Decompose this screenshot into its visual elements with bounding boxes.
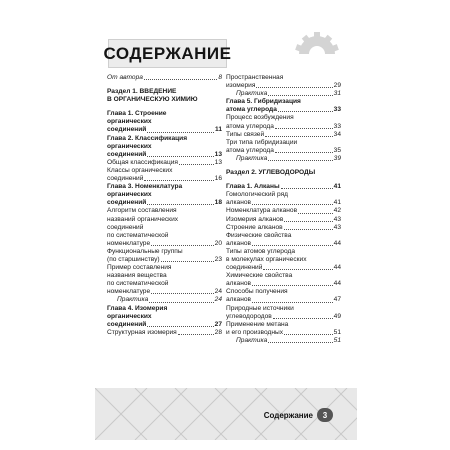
toc-entry[interactable] bbox=[107, 159, 222, 167]
toc-entry-title: Структурная изомерия bbox=[107, 328, 177, 336]
dot-leader bbox=[268, 342, 332, 343]
toc-entry-title: номенклатуре bbox=[107, 239, 151, 247]
toc-heading: органических bbox=[107, 142, 152, 150]
toc-heading: Раздел 1. ВВЕДЕНИЕ bbox=[107, 88, 177, 96]
toc-entry-title: Номенклатура алканов bbox=[226, 207, 298, 215]
toc-page-number: 35 bbox=[333, 146, 341, 154]
toc-line: Пространственная bbox=[226, 74, 284, 81]
dot-leader bbox=[278, 111, 333, 112]
toc-entry-title: Практика bbox=[236, 154, 268, 162]
toc-entry-title: номенклатуре bbox=[107, 288, 151, 296]
page-title-box bbox=[103, 39, 232, 68]
toc-page-number: 51 bbox=[333, 328, 341, 336]
toc-entry[interactable] bbox=[226, 131, 341, 139]
toc-entry-title: соединений bbox=[226, 264, 263, 272]
dot-leader bbox=[178, 334, 214, 335]
toc-entry-title: Практика bbox=[236, 90, 268, 98]
toc-entry-title: Строение алканов bbox=[226, 223, 283, 231]
toc-page-number: 43 bbox=[333, 215, 341, 223]
toc-page-number: 18 bbox=[214, 199, 222, 207]
toc-page-number: 41 bbox=[333, 199, 341, 207]
dot-leader bbox=[144, 79, 217, 80]
toc-entry-title: (по старшинству) bbox=[107, 255, 160, 263]
toc-page-number: 47 bbox=[333, 296, 341, 304]
toc-entry-title: атома углерода bbox=[226, 146, 274, 154]
toc-entry-title: соединений bbox=[107, 150, 147, 158]
toc-line: Три типа гибридизации bbox=[226, 138, 298, 146]
toc-entry[interactable] bbox=[226, 183, 341, 191]
toc-heading: Глава 4. Изомерия bbox=[107, 304, 168, 312]
toc-entry-title: и его производных bbox=[226, 328, 284, 336]
toc-line: Физические свойства bbox=[226, 231, 292, 239]
toc-page-number: 31 bbox=[333, 90, 341, 98]
toc-line: Гомологический ряд bbox=[226, 191, 289, 199]
dot-leader bbox=[268, 95, 332, 96]
toc-entry-title: алканов bbox=[226, 239, 252, 247]
toc-line: названий органических bbox=[107, 215, 179, 223]
footer-section-label: Содержание bbox=[263, 411, 313, 420]
toc-left-column bbox=[107, 74, 222, 337]
toc-page-number: 24 bbox=[214, 288, 222, 296]
toc-line: Процесс возбуждения bbox=[226, 114, 294, 122]
toc-page-number: 44 bbox=[333, 239, 341, 247]
toc-entry-title: Изомерия алканов bbox=[226, 215, 284, 223]
toc-entry[interactable] bbox=[226, 224, 341, 232]
toc-entry-title: изомерия bbox=[226, 82, 256, 90]
dot-leader bbox=[252, 245, 333, 246]
toc-page-number: 43 bbox=[333, 223, 341, 231]
toc-entry-title: соединений bbox=[107, 199, 147, 207]
toc-entry[interactable] bbox=[107, 256, 222, 264]
toc-line: Природные источники bbox=[226, 304, 294, 312]
toc-line: по систематической bbox=[107, 280, 169, 288]
toc-entry[interactable] bbox=[226, 123, 341, 131]
toc-heading: Глава 1. Строение bbox=[107, 110, 167, 118]
dot-leader bbox=[281, 188, 333, 189]
dot-leader bbox=[284, 334, 333, 335]
toc-page-number: 42 bbox=[333, 207, 341, 215]
toc-page-number: 28 bbox=[214, 328, 222, 336]
toc-entry[interactable] bbox=[107, 240, 222, 248]
dot-leader bbox=[144, 180, 213, 181]
toc-line: Алгоритм составления bbox=[107, 207, 177, 215]
dot-leader bbox=[252, 204, 333, 205]
toc-entry-title: атома углерода bbox=[226, 122, 274, 130]
toc-line: Функциональные группы bbox=[107, 247, 183, 255]
dot-leader bbox=[263, 269, 332, 270]
page-number-badge: 3 bbox=[317, 408, 333, 422]
toc-line: по систематической bbox=[107, 231, 169, 239]
toc-entry[interactable] bbox=[226, 82, 341, 90]
toc-entry-title: алканов bbox=[226, 199, 252, 207]
dot-leader bbox=[179, 164, 214, 165]
toc-page-number: 44 bbox=[333, 264, 341, 272]
toc-page-number: 33 bbox=[333, 122, 341, 130]
toc-page-number: 16 bbox=[214, 175, 222, 183]
dot-leader bbox=[147, 326, 213, 327]
dot-leader bbox=[147, 132, 214, 133]
dot-leader bbox=[151, 245, 214, 246]
page-title: СОДЕРЖАНИЕ bbox=[103, 43, 232, 63]
toc-entry[interactable] bbox=[107, 288, 222, 296]
toc-page-number: 29 bbox=[333, 82, 341, 90]
toc-entry-title: Глава 1. Алканы bbox=[226, 183, 280, 191]
toc-page-number: 13 bbox=[214, 150, 222, 158]
toc-entry-title: углеводородов bbox=[226, 312, 272, 320]
toc-page-number: 20 bbox=[214, 239, 222, 247]
toc-entry-title: Типы связей bbox=[226, 130, 265, 138]
toc-entry[interactable] bbox=[226, 313, 341, 321]
dot-leader bbox=[147, 204, 213, 205]
toc-page-number: 44 bbox=[333, 280, 341, 288]
toc-entry-title: соединений bbox=[107, 175, 144, 183]
toc-page-number: 34 bbox=[333, 130, 341, 138]
toc-page-number: 24 bbox=[214, 296, 222, 304]
toc-entry[interactable] bbox=[226, 296, 341, 304]
toc-entry-title: соединений bbox=[107, 320, 147, 328]
toc-entry[interactable] bbox=[226, 207, 341, 215]
toc-entry[interactable] bbox=[226, 337, 341, 345]
toc-entry[interactable] bbox=[226, 147, 341, 155]
toc-right-column bbox=[226, 74, 341, 345]
toc-entry-title: алканов bbox=[226, 296, 252, 304]
toc-line: Типы атомов углерода bbox=[226, 247, 296, 255]
dot-leader bbox=[252, 285, 333, 286]
toc-page-number: 51 bbox=[333, 336, 341, 344]
toc-entry-title: алканов bbox=[226, 280, 252, 288]
toc-heading: Глава 3. Номенклатура bbox=[107, 183, 183, 191]
toc-entry[interactable] bbox=[107, 74, 222, 82]
toc-entry[interactable] bbox=[107, 329, 222, 337]
toc-entry[interactable] bbox=[107, 151, 222, 159]
toc-line: названия вещества bbox=[107, 272, 167, 280]
toc-entry[interactable] bbox=[107, 199, 222, 207]
dot-leader bbox=[256, 87, 332, 88]
toc-heading: органических bbox=[107, 118, 152, 126]
toc-entry[interactable] bbox=[226, 264, 341, 272]
toc-line: Пример составления bbox=[107, 264, 172, 272]
toc-entry[interactable] bbox=[107, 126, 222, 134]
toc-line: в молекулах органических bbox=[226, 255, 307, 263]
dot-leader bbox=[275, 128, 333, 129]
toc-page-number: 33 bbox=[333, 106, 341, 114]
dot-leader bbox=[298, 213, 333, 214]
toc-entry-title: Практика bbox=[117, 296, 149, 304]
toc-entry[interactable] bbox=[226, 216, 341, 224]
toc-page-number: 13 bbox=[214, 158, 222, 166]
toc-line: Классы органических bbox=[107, 166, 173, 174]
toc-page-number: 39 bbox=[333, 154, 341, 162]
toc-entry[interactable] bbox=[226, 155, 341, 163]
dot-leader bbox=[252, 302, 333, 303]
dot-leader bbox=[149, 302, 213, 303]
toc-entry-title: атома углерода bbox=[226, 106, 277, 114]
book-page bbox=[95, 28, 357, 440]
dot-leader bbox=[273, 318, 333, 319]
toc-entry-title: Общая классификация bbox=[107, 158, 178, 166]
toc-heading: органических bbox=[107, 191, 152, 199]
toc-page-number: 49 bbox=[333, 312, 341, 320]
dot-leader bbox=[147, 156, 213, 157]
dot-leader bbox=[284, 221, 332, 222]
toc-entry[interactable] bbox=[226, 240, 341, 248]
dot-leader bbox=[275, 152, 333, 153]
toc-heading: В ОРГАНИЧЕСКУЮ ХИМИЮ bbox=[107, 96, 198, 104]
toc-page-number: 27 bbox=[214, 320, 222, 328]
toc-page-number: 8 bbox=[218, 74, 222, 81]
dot-leader bbox=[161, 261, 214, 262]
toc-page-number: 11 bbox=[215, 126, 222, 134]
toc-entry-title: соединений bbox=[107, 126, 147, 134]
toc-heading: органических bbox=[107, 312, 152, 320]
toc-heading: Глава 2. Классификация bbox=[107, 134, 188, 142]
toc-line: Химические свойства bbox=[226, 272, 293, 280]
toc-entry[interactable] bbox=[107, 321, 222, 329]
dot-leader bbox=[268, 160, 332, 161]
gear-icon bbox=[295, 32, 339, 54]
toc-entry-title: От автора bbox=[107, 74, 143, 81]
toc-line: Способы получения bbox=[226, 288, 288, 296]
toc-page-number: 23 bbox=[214, 255, 222, 263]
toc-heading: Раздел 2. УГЛЕВОДОРОДЫ bbox=[226, 169, 316, 177]
toc-line: соединений bbox=[107, 223, 144, 231]
toc-heading: Глава 5. Гибридизация bbox=[226, 98, 301, 106]
toc-entry[interactable] bbox=[107, 175, 222, 183]
toc-entry[interactable] bbox=[226, 329, 341, 337]
dot-leader bbox=[284, 229, 333, 230]
toc-entry-title: Практика bbox=[236, 336, 268, 344]
toc-page-number: 41 bbox=[333, 183, 341, 191]
toc-entry[interactable] bbox=[226, 199, 341, 207]
toc-entry[interactable] bbox=[107, 296, 222, 304]
dot-leader bbox=[151, 293, 214, 294]
dot-leader bbox=[265, 136, 332, 137]
toc-line: Применение метана bbox=[226, 320, 289, 328]
